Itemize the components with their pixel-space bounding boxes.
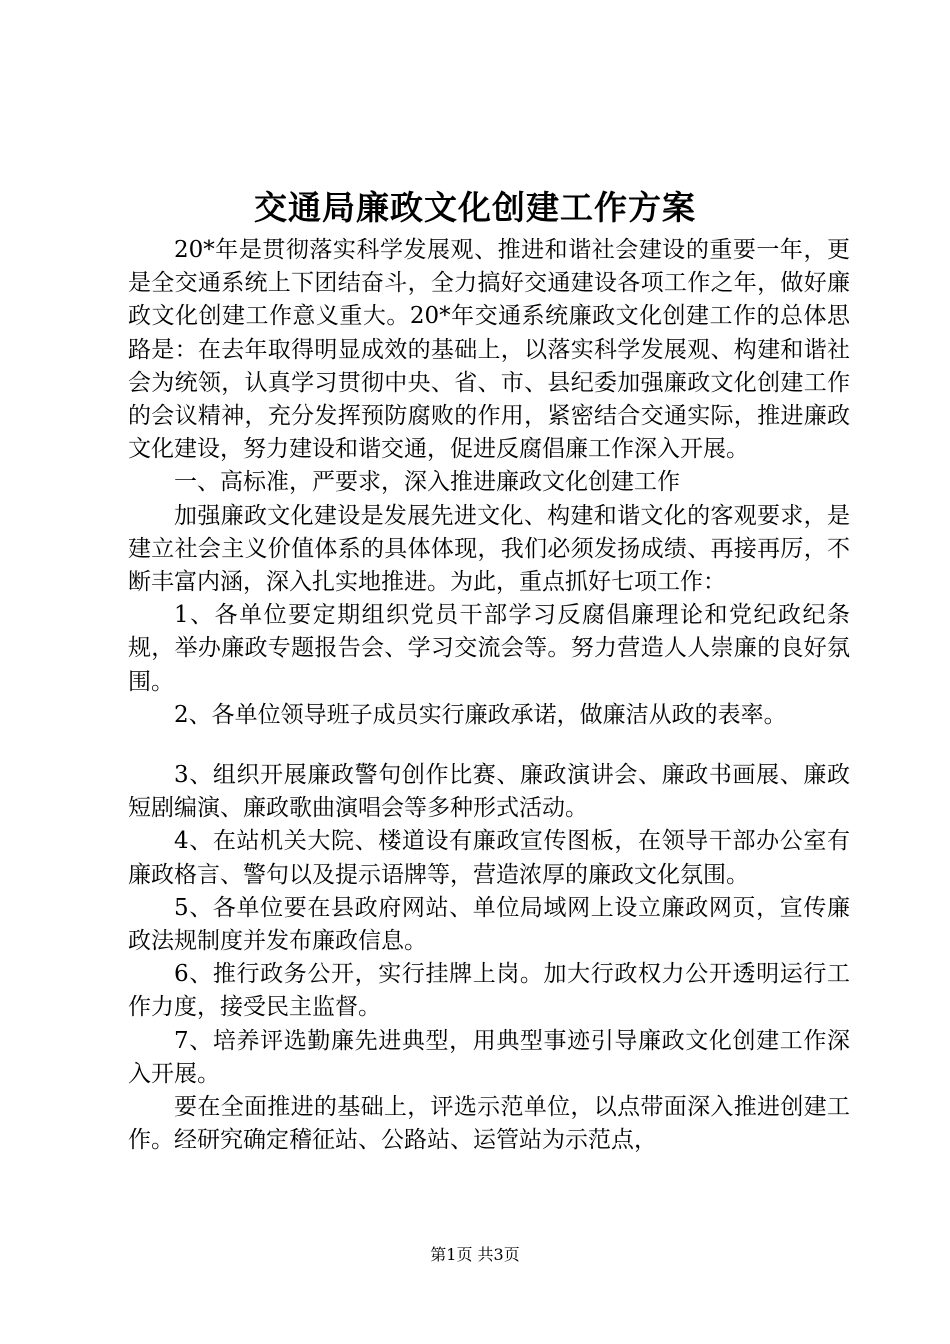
- list-item-6: 6、推行政务公开，实行挂牌上岗。加大行政权力公开透明运行工作力度，接受民主监督。: [128, 961, 850, 1021]
- list-item-3: 3、组织开展廉政警句创作比赛、廉政演讲会、廉政书画展、廉政短剧编演、廉政歌曲演唱会等多种形式活动。: [128, 762, 850, 822]
- section-intro-paragraph: 加强廉政文化建设是发展先进文化、构建和谐文化的客观要求，是建立社会主义价值体系的具体体现，我们必须发扬成绩、再接再厉，不断丰富内涵，深入扎实地推进。为此，重点抓好七项工作：: [128, 502, 850, 596]
- document-title: 交通局廉政文化创建工作方案: [254, 188, 696, 227]
- list-item-5: 5、各单位要在县政府网站、单位局域网上设立廉政网页，宣传廉政法规制度并发布廉政信息。: [128, 894, 850, 955]
- document-body: [128, 234, 850, 1157]
- closing-paragraph: 要在全面推进的基础上，评选示范单位，以点带面深入推进创建工作。经研究确定稽征站、公路站、运管站为示范点，: [128, 1094, 850, 1154]
- page-number-footer: 第1页 共3页: [430, 1245, 520, 1264]
- section-heading: 一、高标准，严要求，深入推进廉政文化创建工作: [174, 469, 680, 496]
- intro-paragraph: 20*年是贯彻落实科学发展观、推进和谐社会建设的重要一年，更是全交通系统上下团结奋斗，全力搞好交通建设各项工作之年，做好廉政文化创建工作意义重大。20*年交通系统廉政文化创建工作的总体思路是：在去年取得明显成效的基础上，以落实科学发展观、构建和谐社会为统领，认真学习贯彻中央、省、市、县纪委加强廉政文化创建工作的会议精神，充分发挥预防腐败的作用，紧密结合交通实际，推进廉政文化建设，努力建设和谐交通，促进反腐倡廉工作深入开展。: [128, 237, 850, 463]
- list-item-2: 2、各单位领导班子成员实行廉政承诺，做廉洁从政的表率。: [174, 701, 787, 728]
- list-item-4: 4、在站机关大院、楼道设有廉政宣传图板，在领导干部办公室有廉政格言、警句以及提示语牌等，营造浓厚的廉政文化氛围。: [128, 828, 850, 888]
- list-item-1: 1、各单位要定期组织党员干部学习反腐倡廉理论和党纪政纪条规，举办廉政专题报告会、学习交流会等。努力营造人人崇廉的良好氛围。: [128, 602, 850, 695]
- list-item-7: 7、培养评选勤廉先进典型，用典型事迹引导廉政文化创建工作深入开展。: [128, 1027, 850, 1087]
